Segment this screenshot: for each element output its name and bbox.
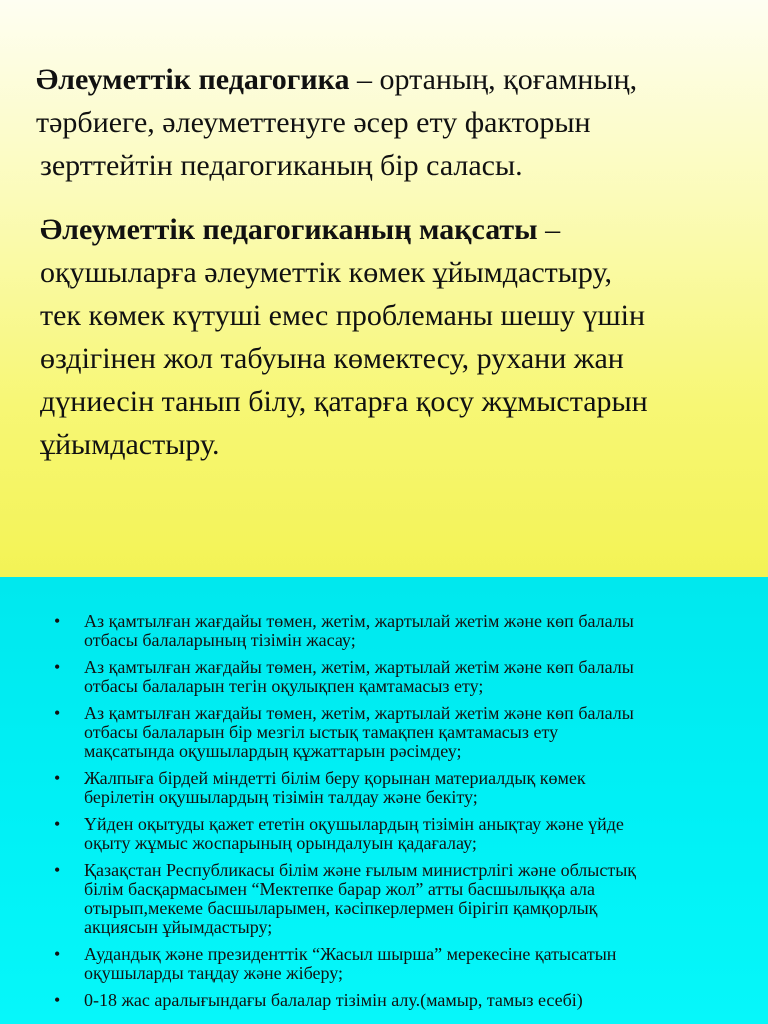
list-item: • Аудандық және президенттік “Жасыл шырша” мерекесіне қатысатын оқушыларды таңдау және жіберу; [54,944,617,983]
bullet-icon: • [54,657,61,677]
bullet-icon: • [54,814,61,834]
list-item: • 0-18 жас аралығындағы балалар тізімін алу.(мамыр, тамыз есебі) [54,990,583,1010]
bullet-icon: • [54,860,61,880]
bullet-icon: • [54,703,61,723]
list-item: • Аз қамтылған жағдайы төмен, жетім, жартылай жетім және көп балалы отбасы балаларының тізімін жасау; [54,611,634,650]
bullet-icon: • [54,944,61,964]
definition-term: Әлеуметтік педагогика [36,63,350,96]
goal-term: Әлеуметтік педагогиканың мақсаты [40,213,538,246]
bullet-icon: • [54,611,61,631]
definition-paragraph: Әлеуметтік педагогика – ортаның, қоғамның, тәрбиеге, әлеуметтенуге әсер ету факторын зерттейтін педагогиканың бір саласы. [36,63,638,182]
bullet-icon: • [54,768,61,788]
list-item: • Қазақстан Республикасы білім және ғылым министрлігі және облыстық білім басқармасымен “Мектепке барар жол” атты басшылыққа ала отырып,мекеме басшыларымен, кәсіпкерлермен бірігіп қамқорлық акциясын ұйымдастыру; [54,860,637,937]
list-item: • Аз қамтылған жағдайы төмен, жетім, жартылай жетім және көп балалы отбасы балаларын тегін оқулықпен қамтамасыз ету; [54,657,634,696]
list-item: • Аз қамтылған жағдайы төмен, жетім, жартылай жетім және көп балалы отбасы балаларын бір мезгіл ыстық тамақпен қамтамасыз ету мақсатында оқушылардың құжаттарын рәсімдеу; [54,703,634,761]
list-item: • Жалпыға бірдей міндетті білім беру қорынан материалдық көмек берілетін оқушылардың тізімін талдау және бекіту; [54,768,586,807]
bullet-icon: • [54,990,61,1010]
bullet-list [52,612,752,1018]
goal-paragraph: Әлеуметтік педагогиканың мақсаты – оқушыларға әлеуметтік көмек ұйымдастыру, тек көмек күтуші емес проблеманы шешу үшін өздігінен жол табуына көмектесу, рухани жан дүниесін танып білу, қатарға қосу жұмыстарын ұйымдастыру. [40,213,648,461]
list-item: • Үйден оқытуды қажет ететін оқушылардың тізімін анықтау және үйде оқыту жұмыс жоспарының орындалуын қадағалау; [54,814,624,853]
